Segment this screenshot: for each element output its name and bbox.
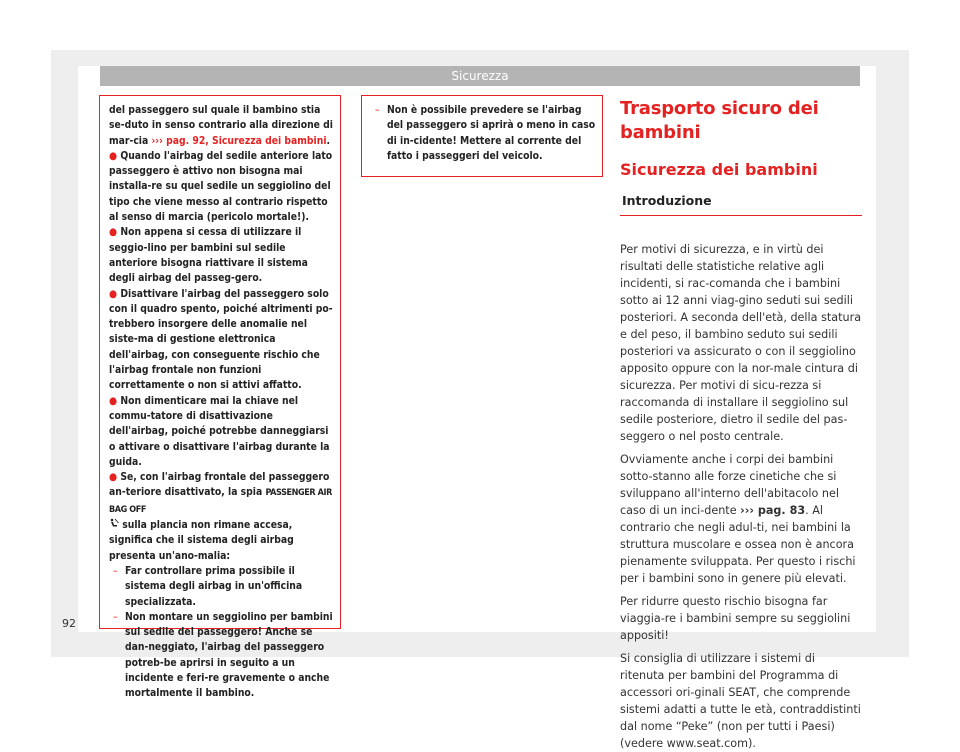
dash-icon: – <box>113 564 118 577</box>
warning-bullet: ● Disattivare l'airbag del passeggero solo con il quadro spento, poiché altrimenti po-trebbero insorgere delle anomalie nel siste-ma di gestione elettronica dell'airbag, con conseguente rischio che l'airbag frontale non funzioni correttamente o non si attivi affatto. <box>109 287 333 392</box>
warning-dash-item: – Far controllare prima possibile il sistema degli airbag in un'officina specializzata. <box>113 564 303 608</box>
paragraph: Si consiglia di utilizzare i sistemi di ritenuta per bambini del Programma di accessori ori-ginali SEAT, che comprende sistemi adatti a tutte le età, contraddistinti dal nome “Peke” (non per tutti i Paesi) (vedere www.seat.com). <box>620 652 861 750</box>
warning-lead: del passeggero sul quale il bambino stia se-duto in senso contrario alla direzione di mar-cia ››› pag. 92, Sicurezza dei bambini. <box>109 104 333 147</box>
warning-dash-item: – Non è possibile prevedere se l'airbag del passeggero si aprirà o meno in caso di in-cidente! Mettere al corrente del fatto i passeggeri del veicolo. <box>375 104 596 162</box>
page-link-83[interactable]: ››› pag. 83 <box>740 504 806 517</box>
bullet-dot-icon: ● <box>109 394 118 407</box>
dash-icon: – <box>113 610 118 623</box>
intro-body <box>620 241 862 752</box>
bullet-dot-icon: ● <box>109 287 118 300</box>
page-number: 92 <box>62 617 76 630</box>
section-subtitle: Sicurezza dei bambini <box>620 160 818 179</box>
bullet-dot-icon: ● <box>109 226 118 239</box>
bullet-dot-icon: ● <box>109 149 118 162</box>
section-title: Sicurezza <box>451 69 509 83</box>
paragraph: Per ridurre questo rischio bisogna far viaggia-re i bambini sempre su seggiolini appositi! <box>620 595 851 642</box>
section-header <box>100 66 860 86</box>
warning-bullet: ● Non appena si cessa di utilizzare il seggio-lino per bambini sul sedile anteriore bisogna riattivare il sistema degli airbag del passeg-gero. <box>109 226 308 285</box>
right-column <box>620 97 862 752</box>
warning-bullet: ● Non dimenticare mai la chiave nel commu-tatore di disattivazione dell'airbag, poiché potrebbe danneggiarsi o attivare o disattivare l'airbag durante la guida. <box>109 394 330 468</box>
paragraph: Ovviamente anche i corpi dei bambini sotto-stanno alle forze cinetiche che si sviluppano all'interno dell'abitacolo nel caso di un inci-dente ››› pag. 83. Al contrario che negli adul-ti, nei bambini la struttura muscolare e ossea non è ancora pienamente sviluppata. Per questo i rischi per i bambini sono in genere più elevati. <box>620 453 856 585</box>
warning-box-middle <box>361 95 603 177</box>
intro-heading: Introduzione <box>620 192 862 216</box>
warning-dash-item: – Non montare un seggiolino per bambini sul sedile del passeggero! Anche se dan-neggiato, l'airbag del passeggero potreb-be aprirsi in seguito a un incidente e feri-re gravemente o anche mortalmente il bambino. <box>113 610 333 700</box>
warning-bullet: ● Se, con l'airbag frontale del passeggero an-teriore disattivato, la spia PASSENGER AIR BAG OFF sulla plancia non rimane accesa, significa che il sistema degli airbag presenta un'ano-malia: <box>109 471 332 562</box>
passenger-airbag-off-lamp-text: PASSENGER AIR BAG OFF <box>109 488 332 515</box>
paragraph: Per motivi di sicurezza, e in virtù dei risultati delle statistiche relative agli incidenti, si rac-comanda che i bambini sotto ai 12 anni viag-gino seduti sui sedili posteriori. A seconda dell'età, della statura e del peso, il bambino seduto sui sedili posteriori va assicurato o con il seggiolino apposito oppure con la nor-male cintura di sicurezza. Per motivi di sicu-rezza si raccomanda di installare il seggiolino sul sedile posteriore, dietro il sedile del pas-seggero o nel posto centrale. <box>620 243 862 443</box>
warning-box-left <box>99 95 341 700</box>
chapter-title: Trasporto sicuro dei bambini <box>620 98 819 143</box>
bullet-dot-icon: ● <box>109 471 118 484</box>
dash-icon: – <box>375 104 380 116</box>
airbag-off-icon <box>109 519 119 531</box>
warning-bullet: ● Quando l'airbag del sedile anteriore lato passeggero è attivo non bisogna mai installa-re su quel sedile un seggiolino del tipo che viene messo al contrario rispetto al senso di marcia (pericolo mortale!). <box>109 149 333 224</box>
page-link-92[interactable]: ››› pag. 92, Sicurezza dei bambini <box>151 134 327 147</box>
